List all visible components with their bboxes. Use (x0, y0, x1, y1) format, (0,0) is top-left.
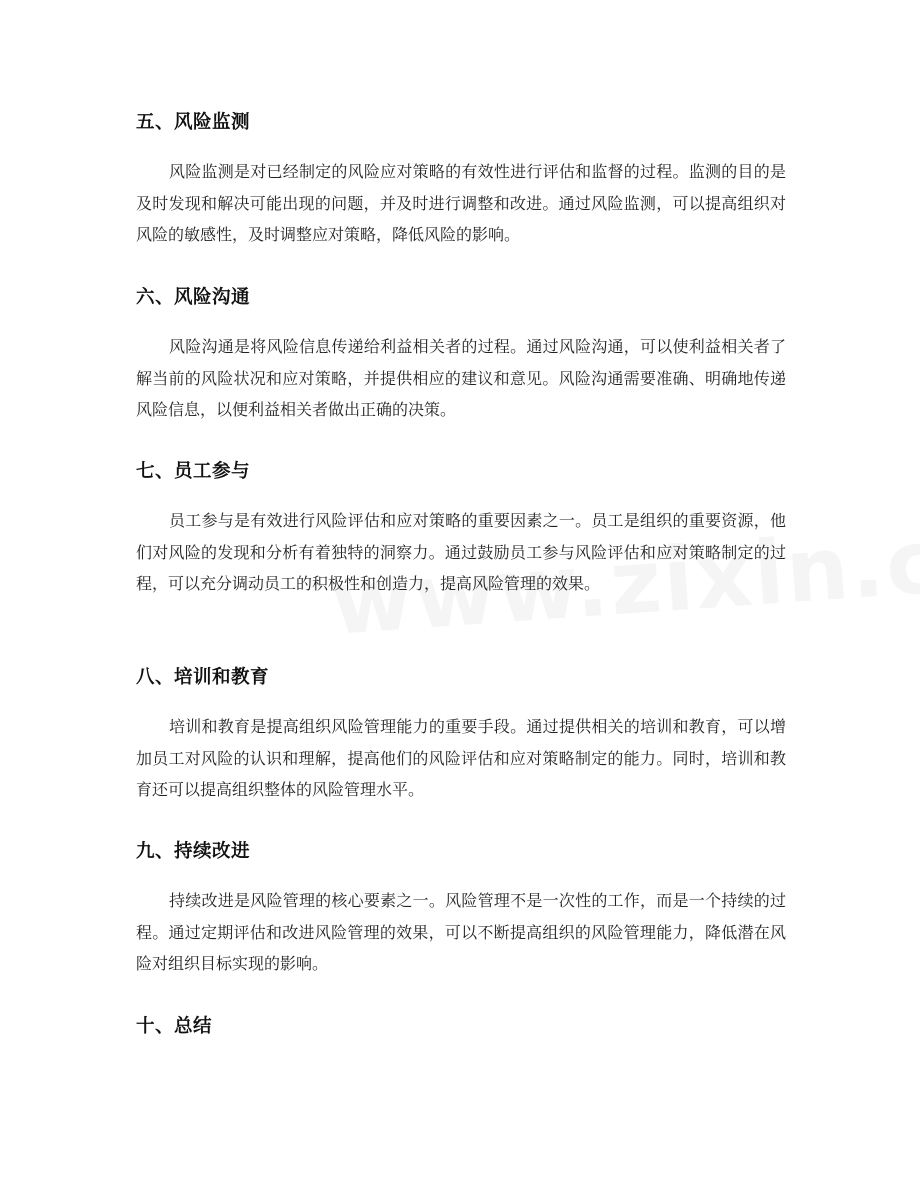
section-heading-employee-participation: 七、员工参与 (136, 461, 251, 482)
section-heading-risk-communication: 六、风险沟通 (136, 287, 251, 308)
section-body-training-education: 培训和教育是提高组织风险管理能力的重要手段。通过提供相关的培训和教育，可以增加员工对风险的认识和理解，提高他们的风险评估和应对策略制定的能力。同时，培训和教育还可以提高组织整体的风险管理水平。 (136, 717, 786, 799)
section-body-risk-communication: 风险沟通是将风险信息传递给利益相关者的过程。通过风险沟通，可以使利益相关者了解当前的风险状况和应对策略，并提供相应的建议和意见。风险沟通需要准确、明确地传递风险信息，以便利益相关者做出正确的决策。 (136, 337, 786, 419)
section-body-risk-monitoring: 风险监测是对已经制定的风险应对策略的有效性进行评估和监督的过程。监测的目的是及时发现和解决可能出现的问题，并及时进行调整和改进。通过风险监测，可以提高组织对风险的敏感性，及时调整应对策略，降低风险的影响。 (136, 162, 786, 244)
section-body-employee-participation: 员工参与是有效进行风险评估和应对策略的重要因素之一。员工是组织的重要资源，他们对风险的发现和分析有着独特的洞察力。通过鼓励员工参与风险评估和应对策略制定的过程，可以充分调动员工的积极性和创造力，提高风险管理的效果。 (136, 511, 786, 593)
section-heading-summary: 十、总结 (136, 1016, 213, 1037)
section-heading-training-education: 八、培训和教育 (136, 667, 270, 688)
section-heading-continuous-improvement: 九、持续改进 (136, 841, 251, 862)
section-body-continuous-improvement: 持续改进是风险管理的核心要素之一。风险管理不是一次性的工作，而是一个持续的过程。通过定期评估和改进风险管理的效果，可以不断提高组织的风险管理能力，降低潜在风险对组织目标实现的影响。 (136, 891, 786, 973)
section-heading-risk-monitoring: 五、风险监测 (136, 112, 251, 133)
